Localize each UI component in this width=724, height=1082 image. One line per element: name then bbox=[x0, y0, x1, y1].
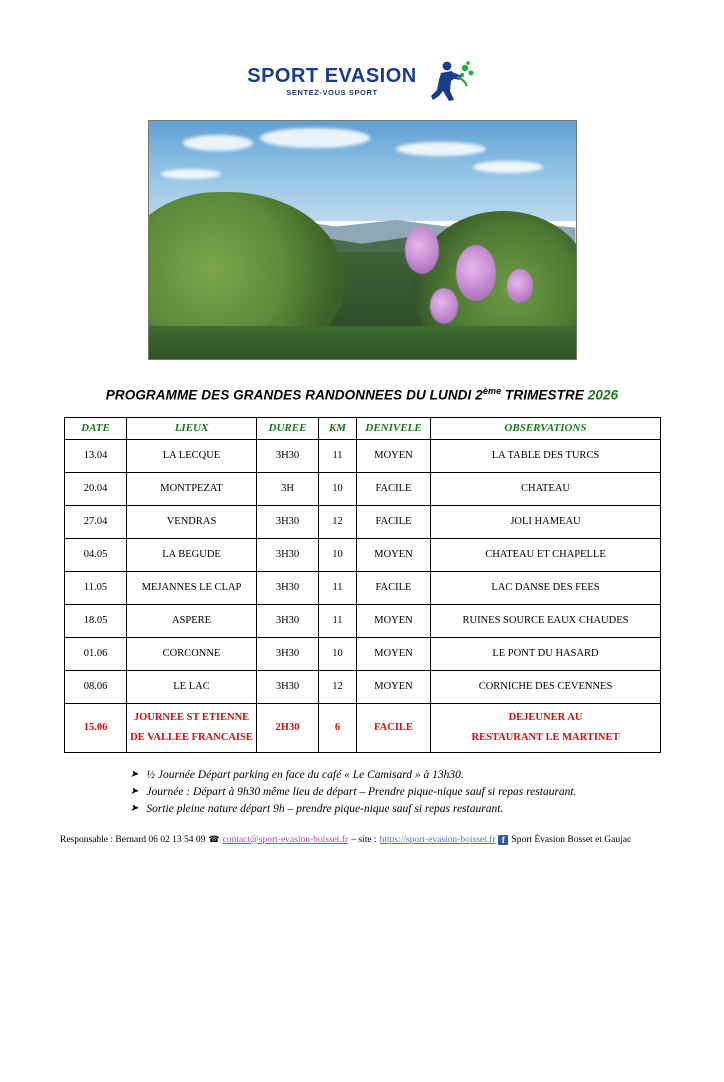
table-row bbox=[65, 538, 661, 571]
cell-date: 27.04 bbox=[65, 505, 127, 538]
cell-duree: 3H30 bbox=[257, 670, 319, 703]
cell-duree: 3H30 bbox=[257, 439, 319, 472]
note-text: ½ Journée Départ parking en face du café « Le Camisard » à 13h30. bbox=[146, 768, 464, 781]
cell-lieux-line2: DE VALLEE FRANCAISE bbox=[130, 731, 253, 743]
cell-observations: CORNICHE DES CEVENNES bbox=[431, 670, 661, 703]
page-title bbox=[0, 386, 724, 403]
photo-wrap bbox=[0, 120, 724, 360]
table-row bbox=[65, 439, 661, 472]
cell-lieux: LA BEGUDE bbox=[127, 538, 257, 571]
cell-km: 10 bbox=[319, 538, 357, 571]
cell-observations-line1: DEJEUNER AU bbox=[508, 711, 583, 723]
cell-lieux: MEJANNES LE CLAP bbox=[127, 571, 257, 604]
arrow-bullet-icon: ➤ bbox=[130, 768, 139, 780]
cell-lieux: LE LAC bbox=[127, 670, 257, 703]
cell-lieux: CORCONNE bbox=[127, 637, 257, 670]
cell-lieux bbox=[127, 703, 257, 752]
program-table-wrap bbox=[64, 417, 660, 753]
cell-denivele: FACILE bbox=[357, 472, 431, 505]
title-middle: TRIMESTRE bbox=[501, 387, 588, 403]
table-row bbox=[65, 637, 661, 670]
cell-lieux: LA LECQUE bbox=[127, 439, 257, 472]
table-row bbox=[65, 670, 661, 703]
logo-text bbox=[247, 66, 417, 97]
arrow-bullet-icon: ➤ bbox=[130, 803, 139, 814]
cell-denivele: FACILE bbox=[357, 703, 431, 752]
logo-subtitle: SENTEZ-VOUS SPORT bbox=[286, 87, 378, 97]
cell-observations: LAC DANSE DES FEES bbox=[431, 571, 661, 604]
cell-denivele: MOYEN bbox=[357, 439, 431, 472]
cell-km: 11 bbox=[319, 604, 357, 637]
footer-facebook-text: Sport Évasion Bosset et Gaujac bbox=[511, 834, 632, 845]
footer bbox=[60, 834, 664, 845]
logo-block bbox=[0, 58, 724, 104]
cell-km: 11 bbox=[319, 571, 357, 604]
header-km: KM bbox=[319, 417, 357, 439]
cell-date: 20.04 bbox=[65, 472, 127, 505]
table-row bbox=[65, 604, 661, 637]
cell-duree: 3H30 bbox=[257, 637, 319, 670]
cell-observations: CHATEAU bbox=[431, 472, 661, 505]
title-year: 2026 bbox=[587, 387, 619, 403]
cell-lieux: VENDRAS bbox=[127, 505, 257, 538]
cell-denivele: MOYEN bbox=[357, 637, 431, 670]
footer-responsable: Responsable : Bernard 06 02 13 54 09 bbox=[60, 834, 206, 845]
cell-observations: LE PONT DU HASARD bbox=[431, 637, 661, 670]
title-sup: ème bbox=[482, 386, 502, 396]
footer-site-label: – site : bbox=[351, 834, 377, 845]
cell-denivele: MOYEN bbox=[357, 670, 431, 703]
sport-evasion-logo bbox=[247, 58, 477, 104]
email-link[interactable]: contact@sport-evasion-boisset.fr bbox=[222, 834, 349, 845]
program-table bbox=[64, 417, 661, 753]
cell-duree: 3H bbox=[257, 472, 319, 505]
cell-km: 12 bbox=[319, 505, 357, 538]
note-text: Journée : Départ à 9h30 même lieu de départ – Prendre pique-nique sauf si repas restaurant. bbox=[146, 785, 577, 798]
cell-lieux: ASPERE bbox=[127, 604, 257, 637]
cell-duree: 3H30 bbox=[257, 505, 319, 538]
cell-km: 10 bbox=[319, 472, 357, 505]
header-observations: OBSERVATIONS bbox=[431, 417, 661, 439]
website-link[interactable]: https://sport-evasion-boisset.fr bbox=[379, 834, 496, 845]
header-denivele: DENIVELE bbox=[357, 417, 431, 439]
cell-observations-line2: RESTAURANT LE MARTINET bbox=[471, 731, 620, 743]
table-row-highlight bbox=[65, 703, 661, 752]
cell-date: 08.06 bbox=[65, 670, 127, 703]
phone-icon: ☎ bbox=[208, 834, 220, 845]
table-header-row bbox=[65, 417, 661, 439]
logo-title: SPORT EVASION bbox=[247, 64, 417, 87]
cell-km: 11 bbox=[319, 439, 357, 472]
table-row bbox=[65, 505, 661, 538]
header-duree: DUREE bbox=[257, 417, 319, 439]
title-main: PROGRAMME DES GRANDES RANDONNEES DU LUNDI 2 bbox=[105, 387, 483, 403]
running-figure-icon bbox=[421, 58, 477, 104]
header-date: DATE bbox=[65, 417, 127, 439]
cell-duree: 3H30 bbox=[257, 571, 319, 604]
cell-denivele: FACILE bbox=[357, 505, 431, 538]
cell-lieux: MONTPEZAT bbox=[127, 472, 257, 505]
cell-date: 11.05 bbox=[65, 571, 127, 604]
cell-observations bbox=[431, 703, 661, 752]
table-row bbox=[65, 571, 661, 604]
cell-observations: CHATEAU ET CHAPELLE bbox=[431, 538, 661, 571]
header-lieux: LIEUX bbox=[127, 417, 257, 439]
cell-km: 10 bbox=[319, 637, 357, 670]
note-item bbox=[130, 767, 642, 784]
cell-date: 04.05 bbox=[65, 538, 127, 571]
cell-lieux-line1: JOURNEE ST ETIENNE bbox=[133, 711, 250, 723]
note-item bbox=[130, 784, 642, 801]
cell-date: 15.06 bbox=[65, 703, 127, 752]
note-text: Sortie pleine nature départ 9h – prendre pique-nique sauf si repas restaurant. bbox=[146, 803, 504, 815]
cell-observations: LA TABLE DES TURCS bbox=[431, 439, 661, 472]
cell-km: 12 bbox=[319, 670, 357, 703]
note-item bbox=[130, 801, 642, 818]
cell-date: 13.04 bbox=[65, 439, 127, 472]
cell-duree: 2H30 bbox=[257, 703, 319, 752]
landscape-photo bbox=[148, 120, 577, 360]
cell-observations: RUINES SOURCE EAUX CHAUDES bbox=[431, 604, 661, 637]
cell-km: 6 bbox=[319, 703, 357, 752]
cell-observations: JOLI HAMEAU bbox=[431, 505, 661, 538]
cell-duree: 3H30 bbox=[257, 538, 319, 571]
cell-date: 01.06 bbox=[65, 637, 127, 670]
document-page bbox=[0, 58, 724, 1082]
cell-denivele: MOYEN bbox=[357, 538, 431, 571]
table-row bbox=[65, 472, 661, 505]
facebook-icon[interactable]: f bbox=[498, 835, 508, 845]
notes-list bbox=[82, 767, 642, 819]
arrow-bullet-icon: ➤ bbox=[130, 785, 139, 797]
cell-duree: 3H30 bbox=[257, 604, 319, 637]
cell-date: 18.05 bbox=[65, 604, 127, 637]
cell-denivele: FACILE bbox=[357, 571, 431, 604]
cell-denivele: MOYEN bbox=[357, 604, 431, 637]
